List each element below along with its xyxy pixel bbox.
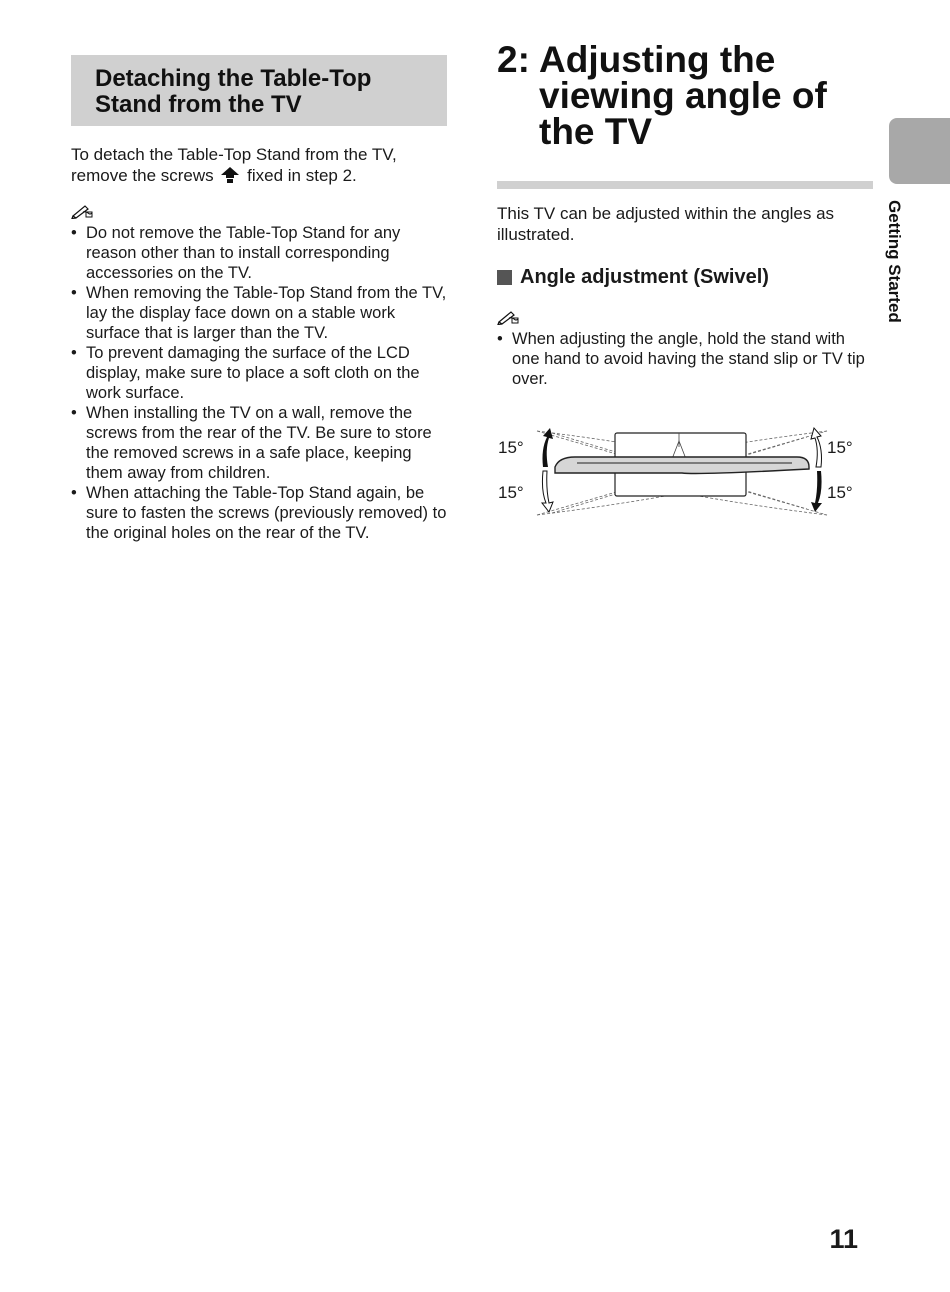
title-text: Adjusting the viewing angle of the TV — [539, 39, 827, 152]
arrow-down-right-icon — [811, 471, 822, 512]
angle-label-right-top: 15° — [827, 438, 853, 457]
square-bullet-icon — [497, 270, 512, 285]
list-item: • To prevent damaging the surface of the LCD display, make sure to place a soft cloth on the work surface. — [71, 343, 447, 403]
list-item: • When adjusting the angle, hold the stand with one hand to avoid having the stand slip or TV tip over. — [497, 329, 873, 389]
page-title — [497, 39, 873, 152]
subheading — [497, 265, 873, 289]
detach-intro — [71, 144, 447, 186]
note-pencil-icon — [497, 309, 519, 325]
screw-icon — [220, 166, 240, 184]
swivel-diagram — [497, 423, 867, 523]
arrow-up-left-icon — [543, 428, 554, 467]
angle-intro: This TV can be adjusted within the angles as illustrated. — [497, 204, 835, 244]
subheading-text: Angle adjustment (Swivel) — [520, 266, 769, 288]
page-number: 11 — [829, 1224, 858, 1254]
notes-list — [71, 223, 447, 543]
chapter-label — [884, 200, 908, 340]
arrow-down-left-icon — [542, 471, 553, 512]
list-item: • Do not remove the Table-Top Stand for any reason other than to install corresponding accessories on the TV. — [71, 223, 447, 283]
tv-panel — [555, 457, 809, 474]
chapter-tab — [889, 118, 950, 184]
intro-text-before: To detach the Table-Top Stand from the TV, remove the screws — [71, 145, 397, 185]
angle-label-right-bottom: 15° — [827, 483, 853, 502]
title-divider — [497, 181, 873, 189]
angle-label-left-top: 15° — [498, 438, 524, 457]
angle-label-left-bottom: 15° — [498, 483, 524, 502]
intro-text-after: fixed in step 2. — [247, 166, 357, 185]
section-heading: Detaching the Table-Top Stand from the TV — [71, 55, 447, 126]
angle-notes-list — [497, 329, 873, 389]
list-item: • When removing the Table-Top Stand from the TV, lay the display face down on a stable work surface that is larger than the TV. — [71, 283, 447, 343]
arrow-up-right-icon — [811, 428, 822, 467]
list-item: • When installing the TV on a wall, remove the screws from the rear of the TV. Be sure to store the removed screws in a safe place, keeping them away from children. — [71, 403, 447, 483]
note-pencil-icon — [71, 203, 93, 219]
right-column — [497, 39, 873, 389]
list-item: • When attaching the Table-Top Stand again, be sure to fasten the screws (previously removed) to the original holes on the rear of the TV. — [71, 483, 447, 543]
left-column — [71, 55, 447, 543]
chapter-label-text: Getting Started — [885, 200, 904, 323]
step-number: 2: — [497, 39, 530, 80]
